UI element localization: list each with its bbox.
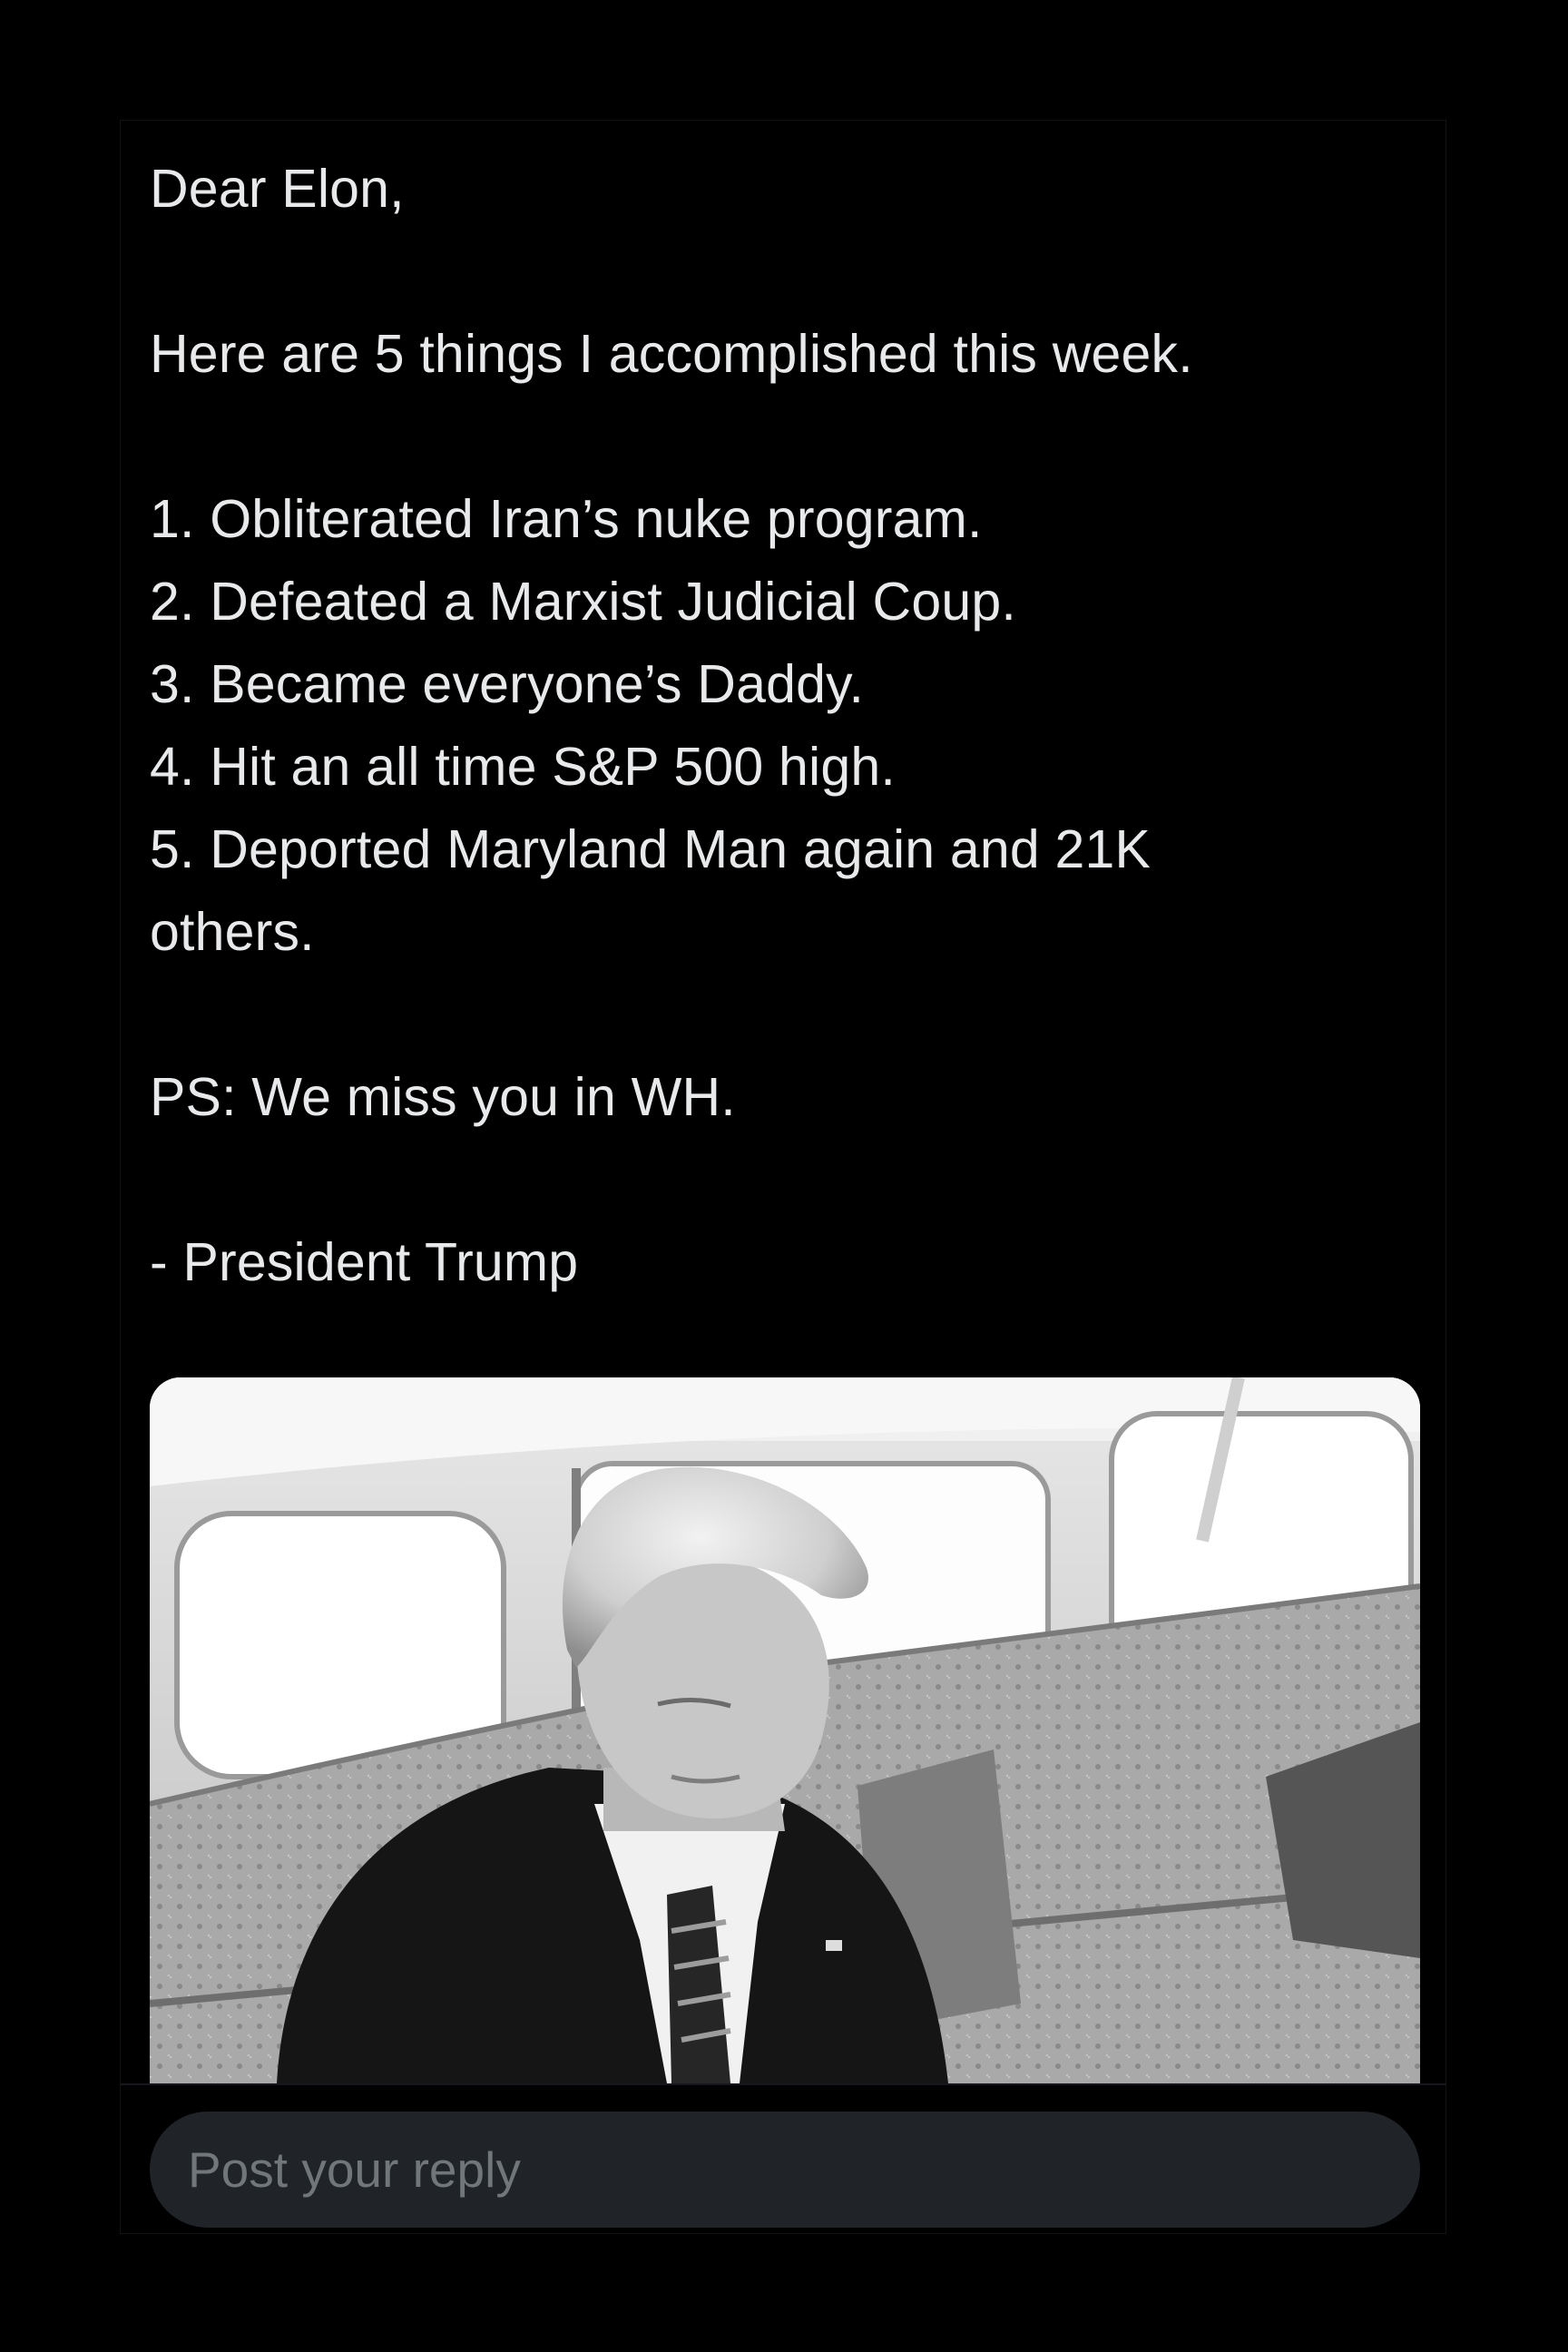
list-item-1: 1. Obliterated Iran’s nuke program.	[150, 489, 983, 549]
divider	[121, 2083, 1446, 2085]
reply-placeholder: Post your reply	[188, 2141, 521, 2198]
list-item-2: 2. Defeated a Marxist Judicial Coup.	[150, 572, 1016, 632]
blank-line	[150, 974, 1420, 1056]
signature-line: - President Trump	[150, 1232, 579, 1292]
list-item-5-continued: others.	[150, 902, 315, 962]
post-photo[interactable]	[150, 1377, 1420, 2083]
intro-line: Here are 5 things I accomplished this week.	[150, 324, 1193, 384]
list-item-3: 3. Became everyone’s Daddy.	[150, 654, 865, 714]
post-card	[120, 120, 1446, 2234]
blank-line	[150, 1139, 1420, 1221]
blank-line	[150, 396, 1420, 478]
post-text	[150, 148, 1420, 1304]
postscript-line: PS: We miss you in WH.	[150, 1067, 736, 1127]
photo-image	[150, 1377, 1420, 2083]
blank-line	[150, 230, 1420, 313]
greeting-line: Dear Elon,	[150, 159, 405, 219]
list-item-5: 5. Deported Maryland Man again and 21K	[150, 819, 1152, 879]
list-item-4: 4. Hit an all time S&P 500 high.	[150, 737, 896, 797]
reply-input[interactable]	[150, 2112, 1420, 2228]
